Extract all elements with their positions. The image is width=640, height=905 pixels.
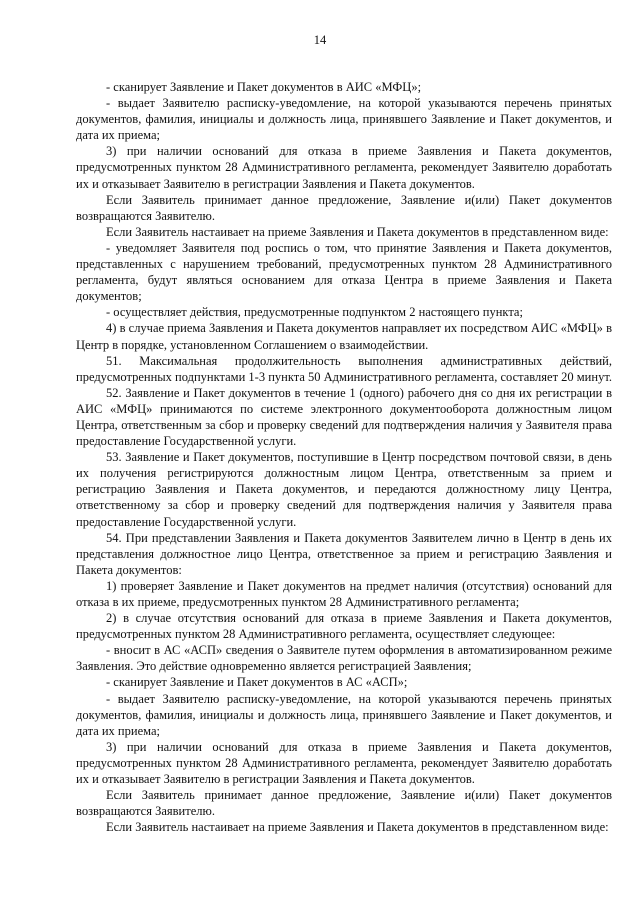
paragraph: Если Заявитель настаивает на приеме Заявления и Пакета документов в представленном виде: (106, 224, 609, 239)
paragraph: Если Заявитель принимает данное предложение, Заявление и(или) Пакет документов возвращаются Заявителю. (76, 788, 612, 819)
paragraph: 3) при наличии оснований для отказа в приеме Заявления и Пакета документов, предусмотренных пунктом 28 Административного регламента, рекомендует Заявителю доработать их и отказывает Заявителю в регистрации Заявления и Пакета документов. (76, 144, 612, 191)
document-body (76, 79, 612, 835)
paragraph: 4) в случае приема Заявления и Пакета документов направляет их посредством АИС «МФЦ» в Центр в порядке, установленном Соглашением о взаимодействии. (76, 321, 612, 352)
page-number: 14 (313, 33, 327, 47)
paragraph: - уведомляет Заявителя под роспись о том, что принятие Заявления и Пакета документов, представленных с нарушением требований, предусмотренных пунктом 28 Административного регламента, будут являться основанием для отказа Центра в приеме Заявления и Пакета документов; (76, 240, 612, 304)
paragraph: - вносит в АС «АСП» сведения о Заявителе путем оформления в автоматизированном режиме Заявления. Это действие одновременно является регистрацией Заявления; (76, 643, 612, 674)
paragraph: - выдает Заявителю расписку-уведомление, на которой указываются перечень принятых документов, фамилия, инициалы и должность лица, принявшего Заявление и Пакет документов, и дата их приема; (76, 691, 612, 738)
paragraph: - выдает Заявителю расписку-уведомление, на которой указываются перечень принятых документов, фамилия, инициалы и должность лица, принявшего Заявление и Пакет документов, и дата их приема; (76, 96, 612, 143)
paragraph: 53. Заявление и Пакет документов, поступившие в Центр посредством почтовой связи, в день их получения регистрируются должностным лицом Центра, ответственным за прием и регистрацию Заявления и Пакета документов, и передаются должностному лицу Центра, ответственному за сбор и проверку сведений для подтверждения наличия у Заявителя права предоставление Государственной услуги. (76, 450, 612, 529)
paragraph: 51. Максимальная продолжительность выполнения административных действий, предусмотренных подпунктами 1-3 пункта 50 Административного регламента, составляет 20 минут. (76, 353, 612, 384)
paragraph: - осуществляет действия, предусмотренные подпунктом 2 настоящего пункта; (106, 305, 523, 320)
paragraph: Если Заявитель настаивает на приеме Заявления и Пакета документов в представленном виде: (106, 820, 609, 835)
paragraph: 2) в случае отсутствия оснований для отказа в приеме Заявления и Пакета документов, предусмотренных пунктом 28 Административного регламента, осуществляет следующее: (76, 611, 612, 642)
paragraph: - сканирует Заявление и Пакет документов в АС «АСП»; (106, 675, 408, 690)
paragraph: 52. Заявление и Пакет документов в течение 1 (одного) рабочего дня со дня их регистрации в АИС «МФЦ» принимаются по системе электронного документооборота должностным лицом Центра, ответственным за сбор и проверку сведений для подтверждения наличия у Заявителя права предоставление Государственной услуги. (76, 385, 612, 449)
paragraph: - сканирует Заявление и Пакет документов в АИС «МФЦ»; (106, 80, 422, 94)
paragraph: 1) проверяет Заявление и Пакет документов на предмет наличия (отсутствия) оснований для отказа в их приеме, предусмотренных пунктом 28 Административного регламента; (76, 578, 612, 609)
paragraph: 54. При представлении Заявления и Пакета документов Заявителем лично в Центр в день их представления должностное лицо Центра, ответственное за прием и регистрацию Заявления и Пакета документов: (76, 530, 612, 577)
paragraph: Если Заявитель принимает данное предложение, Заявление и(или) Пакет документов возвращаются Заявителю. (76, 192, 612, 223)
paragraph: 3) при наличии оснований для отказа в приеме Заявления и Пакета документов, предусмотренных пунктом 28 Административного регламента, рекомендует Заявителю доработать их и отказывает Заявителю в регистрации Заявления и Пакета документов. (76, 739, 612, 787)
